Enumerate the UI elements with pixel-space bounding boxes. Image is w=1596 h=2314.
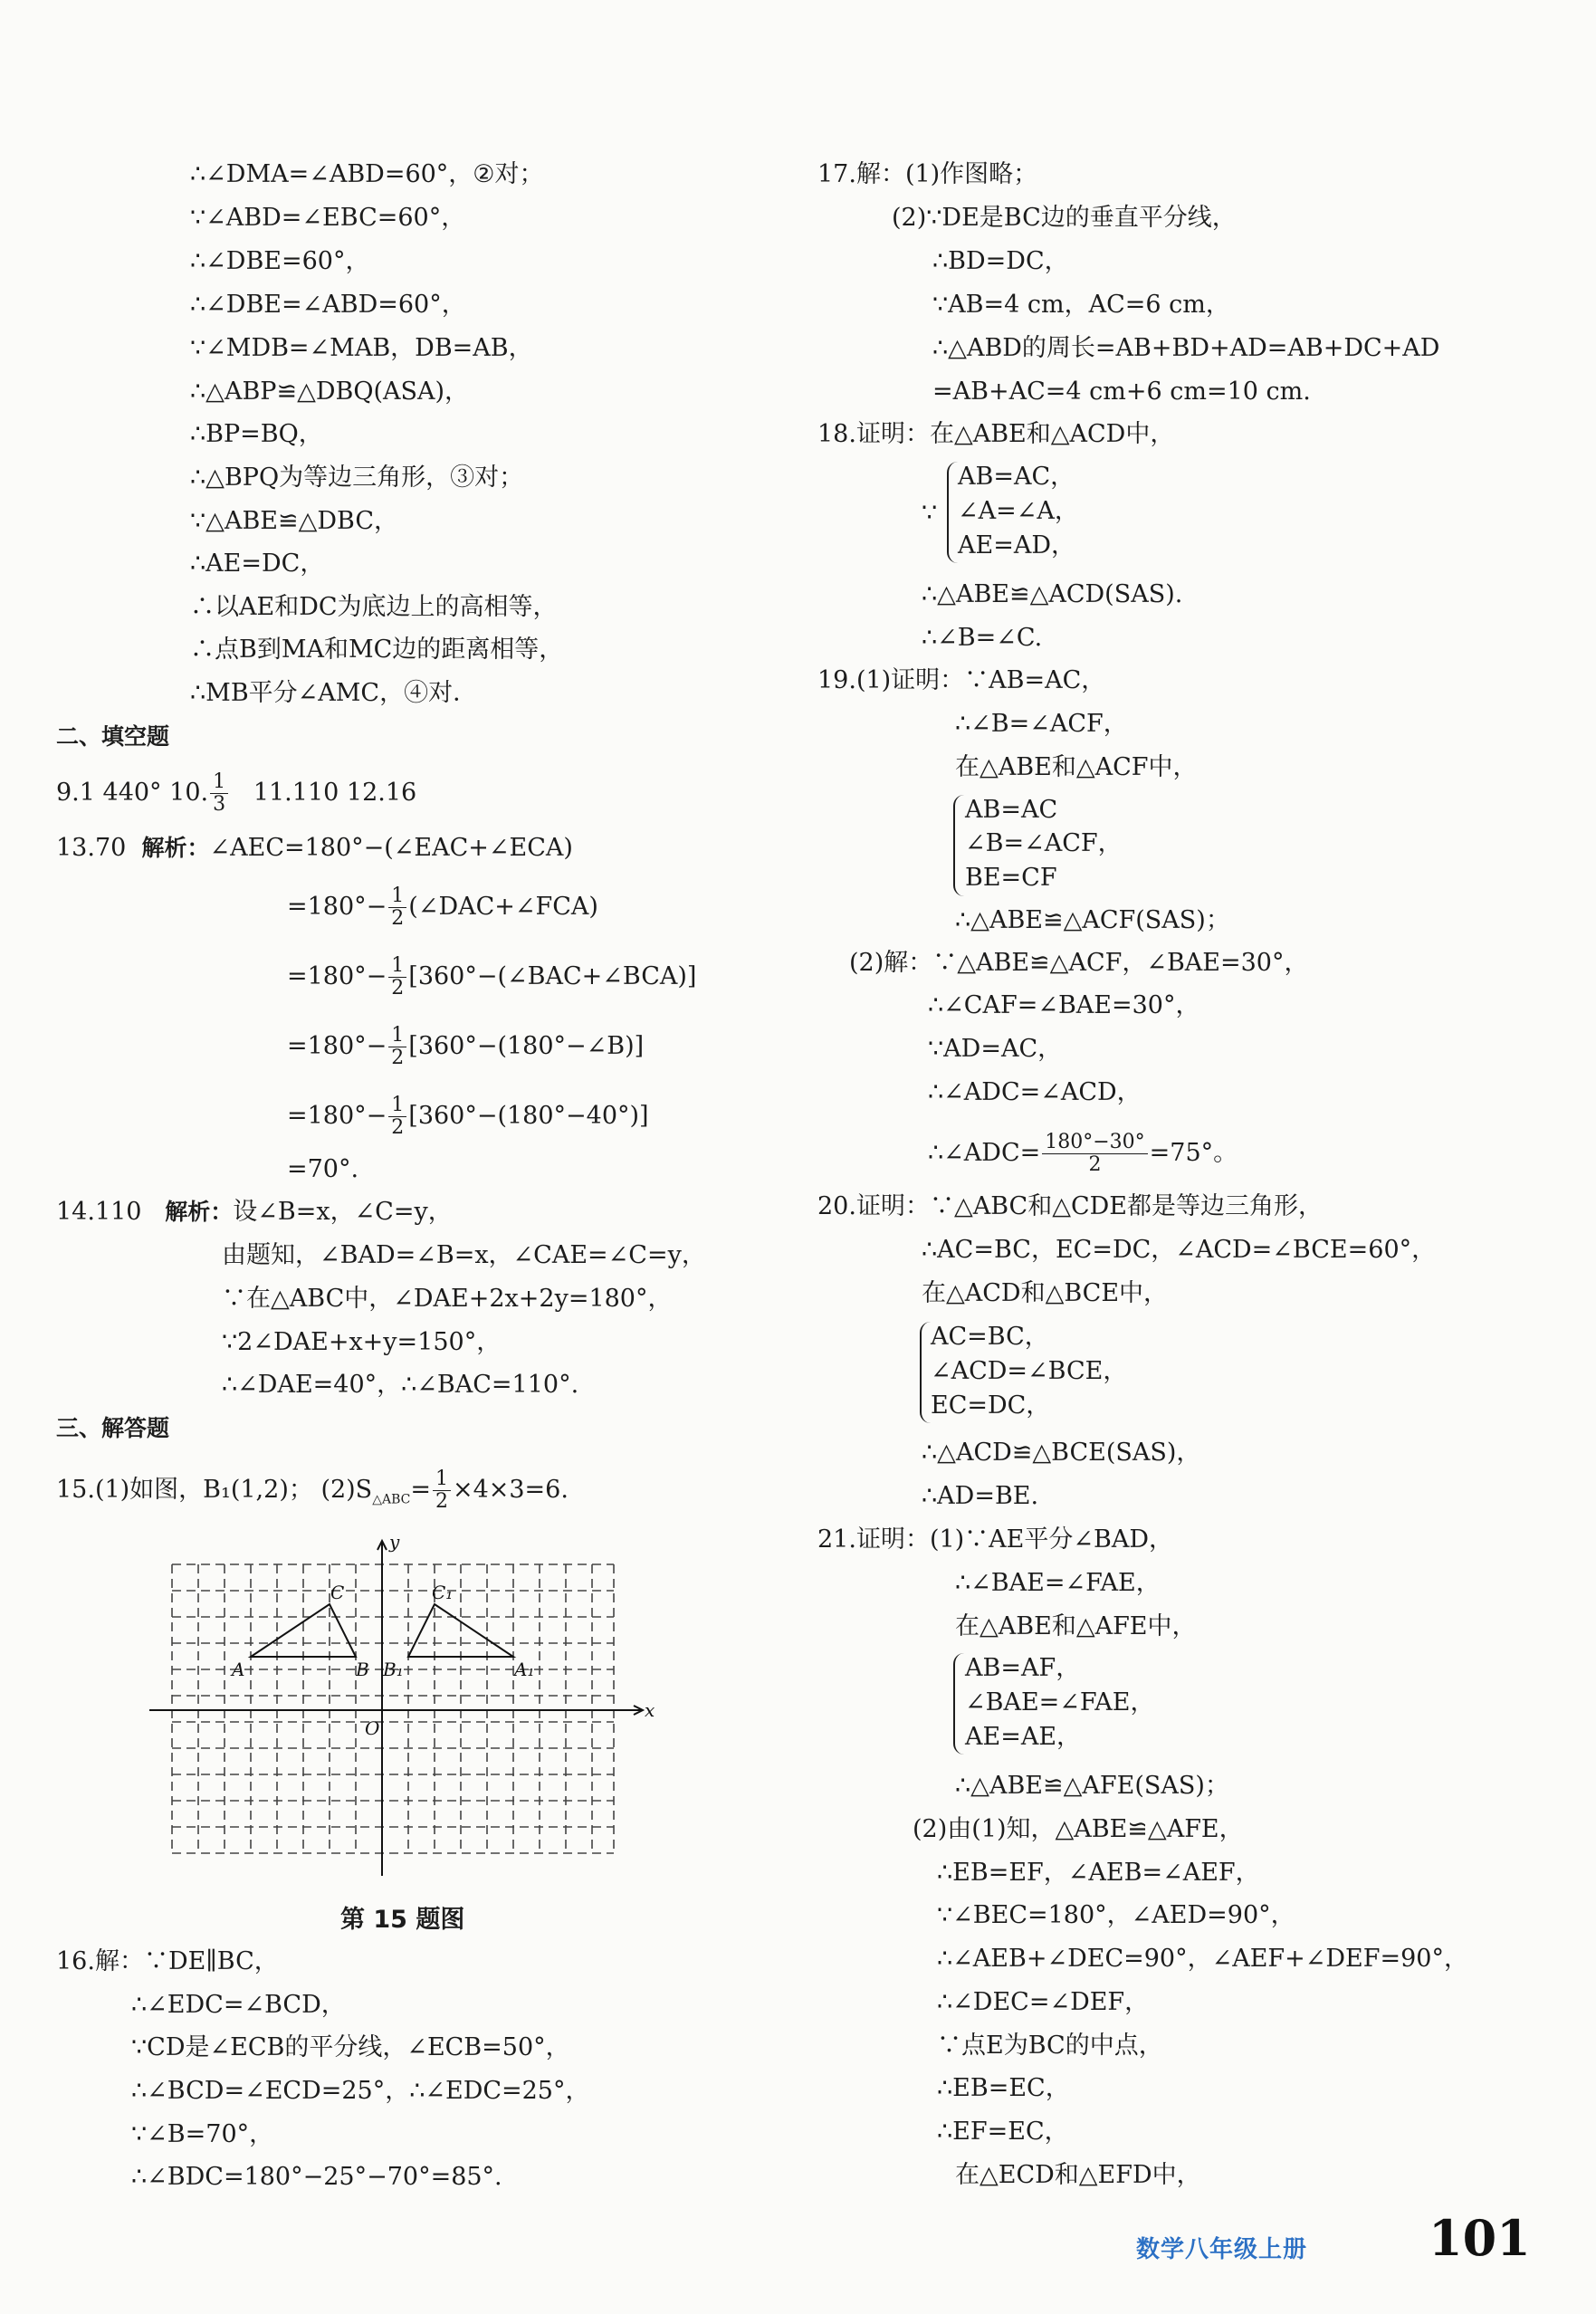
text-line: ∴△ABE≌△AFE(SAS)； xyxy=(955,1772,1229,1800)
text-line: ∵在△ABC中，∠DAE+2x+2y=180°， xyxy=(222,1285,673,1313)
book-subject: 数学八年级上册 xyxy=(1136,2236,1308,2263)
text-line: ∴AE=DC， xyxy=(190,550,325,578)
origin-label: O xyxy=(365,1717,380,1739)
text-line: ∵AB=4 cm，AC=6 cm， xyxy=(932,291,1230,319)
text-line: ∵∠B=70°， xyxy=(131,2120,274,2148)
text-line: ∴∠DMA=∠ABD=60°，②对； xyxy=(190,160,544,188)
q13-line3: =180°− $\frac{1}{2}$ [360°−(∠BAC+∠BCA)] xyxy=(287,954,697,999)
brace-line: AE=AD， xyxy=(958,531,1075,559)
brace-line: AB=AC xyxy=(965,796,1058,824)
text-line: ∴EF=EC， xyxy=(937,2118,1069,2146)
brace-line: ∠B=∠ACF， xyxy=(965,829,1123,857)
text-line: ∴∠BCD=∠ECD=25°，∴∠EDC=25°， xyxy=(131,2077,590,2105)
text-line: ∴∠BAE=∠FAE， xyxy=(955,1569,1161,1597)
q19-final-line: ∴∠ADC= $\frac{180^\circ-30^\circ}{2}$ =75°。 xyxy=(928,1131,1238,1176)
text-line: ∴点B到MA和MC边的距离相等， xyxy=(190,636,564,664)
point-a-label: A xyxy=(232,1659,245,1680)
text-line: ∵AD=AC， xyxy=(928,1035,1063,1063)
text-line: ∴BP=BQ， xyxy=(190,420,323,448)
coordinate-figure xyxy=(145,1532,661,1885)
q15-line: 15.(1)如图，B₁(1,2)； $(2)S_{\triangle ABC}=$ $\frac{1}{2}$ ×4×3=6. xyxy=(56,1468,569,1513)
page-number: 101 xyxy=(1429,2209,1531,2267)
text-line: ∴∠DBE=60°， xyxy=(190,247,370,275)
fill-b: 11.110 12.16 xyxy=(253,779,417,807)
brace xyxy=(953,1653,964,1755)
point-b-label: B xyxy=(356,1659,369,1680)
text-line: ∴△BPQ为等边三角形，③对； xyxy=(190,464,524,492)
text-line: ∴∠ADC=∠ACD， xyxy=(928,1078,1142,1106)
text-line: ∴∠DBE=∠ABD=60°， xyxy=(190,291,466,319)
brace-line: ∠BAE=∠FAE， xyxy=(965,1688,1155,1716)
brace-line: ∠ACD=∠BCE， xyxy=(931,1357,1128,1385)
text-line: ∴EB=EC， xyxy=(937,2074,1070,2102)
y-label: y xyxy=(389,1532,400,1553)
point-b1-label: B₁ xyxy=(383,1659,404,1680)
q13-line5: =180°− $\frac{1}{2}$ [360°−(180°−40°)] xyxy=(287,1094,649,1139)
text-line: ∴EB=EF，∠AEB=∠AEF， xyxy=(937,1859,1260,1887)
text-line: 由题知，∠BAD=∠B=x，∠CAE=∠C=y， xyxy=(222,1241,706,1269)
q13-line1: 13.70 解析：∠AEC=180°−(∠EAC+∠ECA) xyxy=(56,834,573,862)
q13-line2: =180°− $\frac{1}{2}$ (∠DAC+∠FCA) xyxy=(287,884,598,930)
text-line: (2)解：∵△ABE≌△ACF，∠BAE=30°， xyxy=(849,949,1309,977)
text-line: 在△ABE和△AFE中， xyxy=(955,1612,1197,1640)
text-line: ∵∠ABD=∠EBC=60°， xyxy=(190,204,466,232)
brace-line: AE=AE， xyxy=(965,1723,1082,1751)
text-line: ∴△ABD的周长=AB+BD+AD=AB+DC+AD xyxy=(932,334,1440,362)
fill-answers xyxy=(56,771,416,816)
text-line: ∵CD是∠ECB的平分线，∠ECB=50°， xyxy=(131,2033,570,2061)
brace xyxy=(953,795,964,896)
text-line: ∴∠AEB+∠DEC=90°，∠AEF+∠DEF=90°， xyxy=(937,1945,1468,1973)
text-line: ∴∠B=∠ACF， xyxy=(955,710,1128,738)
text-line: (2)由(1)知，△ABE≌△AFE， xyxy=(913,1815,1244,1843)
section-heading: 三、解答题 xyxy=(56,1415,170,1441)
text-line: 19.(1)证明：∵AB=AC， xyxy=(817,666,1106,694)
text-line: 17.解：(1)作图略； xyxy=(817,160,1038,188)
text-line: ∵2∠DAE+x+y=150°， xyxy=(222,1328,502,1356)
text-line: (2)∵DE是BC边的垂直平分线， xyxy=(892,204,1237,232)
point-a1-label: A₁ xyxy=(514,1659,535,1680)
text-line: 在△ABE和△ACF中， xyxy=(955,753,1198,781)
brace xyxy=(920,1322,931,1423)
text-line: 16.解：∵DE∥BC， xyxy=(56,1947,279,1975)
text-line: ∴∠DEC=∠DEF， xyxy=(937,1988,1150,2016)
brace-line: AB=AF， xyxy=(965,1654,1081,1682)
text-line: ∴BD=DC， xyxy=(932,247,1069,275)
text-line: 21.证明：(1)∵AE平分∠BAD， xyxy=(817,1525,1174,1554)
q13-line6: =70°. xyxy=(287,1155,359,1183)
grid xyxy=(172,1564,614,1853)
brace-line: BE=CF xyxy=(965,864,1057,892)
brace-line: EC=DC， xyxy=(931,1391,1051,1420)
figure-caption: 第 15 题图 xyxy=(340,1906,465,1934)
text-line: ∵∠MDB=∠MAB，DB=AB， xyxy=(190,334,533,362)
text-line: ∴∠EDC=∠BCD， xyxy=(131,1991,346,2019)
text-line: ∵△ABE≌△DBC， xyxy=(190,507,399,535)
text-line: ∴以AE和DC为底边上的高相等， xyxy=(190,593,558,621)
text-line: 20.证明：∵△ABC和△CDE都是等边三角形， xyxy=(817,1192,1323,1220)
section-heading: 二、填空题 xyxy=(56,723,170,750)
brace xyxy=(947,462,958,563)
because-symbol: ∵ xyxy=(922,499,938,527)
text-line: ∴∠CAF=∠BAE=30°， xyxy=(928,991,1200,1019)
point-c1-label: C₁ xyxy=(432,1582,454,1603)
text-line: ∴AC=BC，EC=DC，∠ACD=∠BCE=60°， xyxy=(922,1236,1437,1264)
text-line: ∴AD=BE. xyxy=(922,1482,1039,1510)
fraction: $\frac{1}{3}$ xyxy=(210,771,228,816)
text-line: ∴∠DAE=40°，∴∠BAC=110°. xyxy=(222,1371,579,1399)
q13-line4: =180°− $\frac{1}{2}$ [360°−(180°−∠B)] xyxy=(287,1024,645,1069)
text-line: =AB+AC=4 cm+6 cm=10 cm. xyxy=(932,378,1311,406)
text-line: ∴△ABE≌△ACD(SAS). xyxy=(922,580,1183,608)
text-line: ∵∠BEC=180°，∠AED=90°， xyxy=(937,1901,1295,1929)
text-line: ∴△ABP≌△DBQ(ASA)， xyxy=(190,378,470,406)
text-line: ∴△ABE≌△ACF(SAS)； xyxy=(955,906,1230,934)
text-line: ∵点E为BC的中点， xyxy=(937,2032,1163,2060)
text-line: ∴△ACD≌△BCE(SAS)， xyxy=(922,1439,1201,1467)
text-line: 在△ACD和△BCE中， xyxy=(922,1279,1169,1307)
brace-line: AB=AC， xyxy=(958,463,1075,491)
x-label: x xyxy=(645,1699,655,1721)
text-line: ∴∠BDC=180°−25°−70°=85°. xyxy=(131,2163,502,2191)
brace-line: ∠A=∠A， xyxy=(958,497,1079,525)
point-c-label: C xyxy=(330,1582,345,1603)
brace-line: AC=BC， xyxy=(931,1323,1049,1351)
text-line: ∴MB平分∠AMC，④对． xyxy=(190,679,478,707)
text-line: 18.证明：在△ABE和△ACD中， xyxy=(817,420,1175,448)
text-line: ∴∠B=∠C. xyxy=(922,624,1043,652)
q14-line1: 14.110 解析：设∠B=x，∠C=y， xyxy=(56,1198,453,1226)
text-line: 在△ECD和△EFD中， xyxy=(955,2161,1201,2189)
fill-a: 9.1 440° 10. xyxy=(56,779,209,807)
